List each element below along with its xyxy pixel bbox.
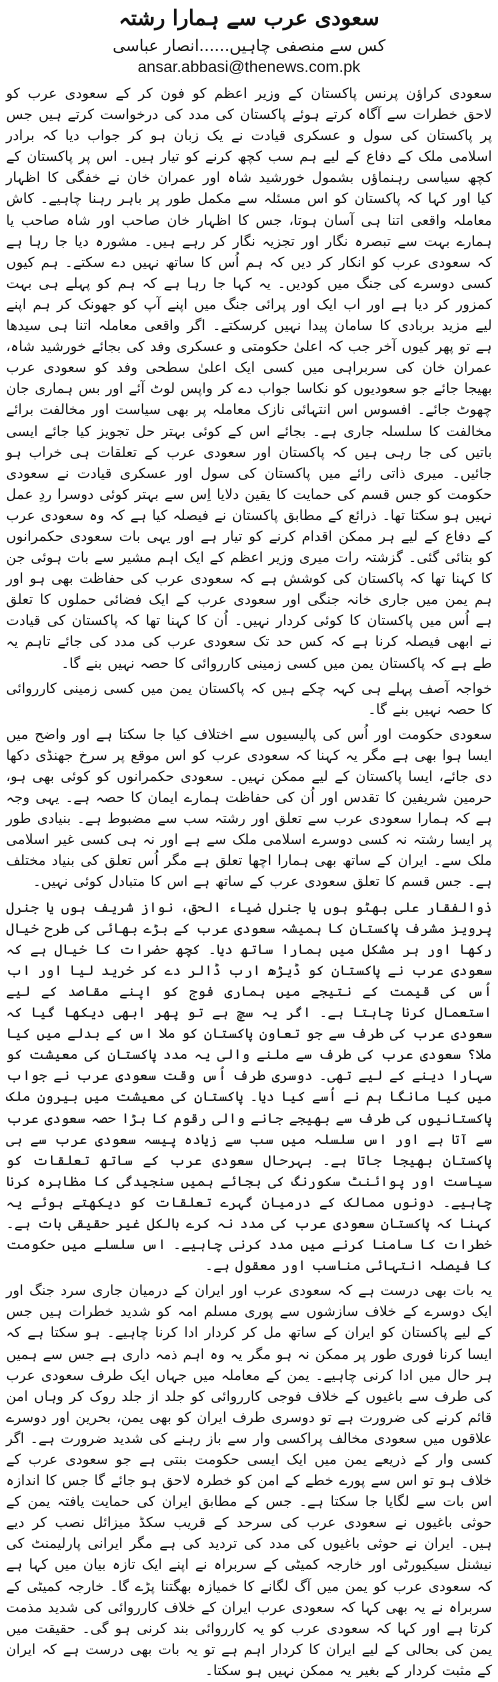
newspaper-column — [0, 4, 498, 1679]
article-paragraph: سعودی کراؤن پرنس پاکستان کے وزیر اعظم کو فون کر کے سعودی عرب کو لاحق خطرات سے آگاہ کرتے ہوئے پاکستان کی مدد کی درخواست کرتے ہیں جس پر پاکستان کی سول و عسکری قیادت نے یک زبان ہو کر جواب دیا کہ برادر اسلامی ملک کے دفاع کے لیے ہم سب کچھ کرنے کو تیار ہیں۔ اس پر پاکستان کے کچھ سیاسی رہنماؤں بشمول خورشید شاہ اور عمران خان نے خفگی کا اظہار کیا اور کہا کہ پاکستان کو اس مسئلہ سے مکمل طور پر باہر رہنا چاہیے۔ کاش معاملہ واقعی اتنا ہی آسان ہوتا، جس کا اظہار خان صاحب اور شاہ صاحب یا ہمارے بہت سے تبصرہ نگار اور تجزیہ نگار کر رہے ہیں۔ مشورہ دیا جا رہا ہے کہ سعودی عرب کو انکار کر دیں کہ ہم اُس کا ساتھ نہیں دے سکتے۔ ہم کیوں کسی دوسرے کی جنگ میں کودیں۔ یہ کہا جا رہا ہے کہ ہم کو پہلے ہی بہت کمزور کر دیا ہے اور اب ایک اور پرائی جنگ میں اپنے آپ کو جھونک کر ہم اپنے لیے مزید بربادی کا سامان پیدا نہیں کرسکتے۔ اگر واقعی معاملہ اتنا ہی سیدھا ہے تو پھر کیوں آخر جب کہ اعلیٰ حکومتی و عسکری وفد کی بجائے خورشید شاہ، عمران خان کی سربراہی میں کسی ایک اعلیٰ سطحی وفد کو سعودی عرب بھیجا جائے جو سعودیوں کو نکاسا جواب دے کر واپس لوٹ آئے اور بس ہماری جان چھوٹ جائے۔ افسوس اس انتہائی نازک معاملہ پر بھی سیاست اور مخالفت برائے مخالفت کا سلسلہ جاری ہے۔ بجائے اس کے کوئی بہتر حل تجویز کیا جائے ایسی باتیں کی جا رہی ہیں کہ پاکستان اور سعودی عرب کے تعلقات ہی خراب ہو جائیں۔ میری ذاتی رائے میں پاکستان کی سول اور عسکری قیادت نے سعودی حکومت کو جس قسم کی حمایت کا یقین دلایا اِس سے بہتر کوئی دوسرا ردِ عمل نہیں ہو سکتا تھا۔ ذرائع کے مطابق پاکستان نے فیصلہ کیا ہے کہ وہ سعودی عرب کے دفاع کے لیے ہر ممکن اقدام کرنے کو تیار ہے اور یہی بات سعودی حکمرانوں کو بتائی گئی۔ گزشتہ رات میری وزیر اعظم کے ایک اہم مشیر سے بات ہوئی جن کا کہنا تھا کہ پاکستان کی کوشش ہے کہ سعودی عرب کی حفاظت بھی ہو اور ہم یمن میں جاری خانہ جنگی اور سعودی عرب کے ایک فضائی حملوں کا تعلق ہے اُس میں پاکستان کا کوئی کردار نہیں۔ اُن کا کہنا تھا کہ پاکستان کی قیادت نے ابھی فیصلہ کرنا ہے کہ کس حد تک سعودی عرب کی مدد کی جائے تاہم یہ طے ہے کہ پاکستان یمن میں کسی زمینی کارروائی کا حصہ نہیں بنے گا۔ — [6, 86, 492, 672]
article-paragraph: یہ بات بھی درست ہے کہ سعودی عرب اور ایران کے درمیان جاری سرد جنگ اور ایک دوسرے کے خلاف سازشوں سے پوری مسلم امہ کو شدید خطرات ہیں جس کے لیے پاکستان کو ایران کے ساتھ مل کر کردار ادا کرنا چاہیے۔ ہو سکتا ہے کہ ایسا کرنا فوری طور پر ممکن نہ ہو مگر یہ وہ اہم ذمہ داری ہے جس سے ہمیں ہر حال میں ادا کرنی چاہیے۔ یمن کے معاملہ میں جہاں ایک طرف سعودی عرب کی طرف سے باغیوں کے خلاف فوجی کارروائی کو جلد از جلد روک کر وہاں امن قائم کرنے کی ضرورت ہے تو دوسری طرف ایران کو بھی یمن، بحرین اور دوسرے علاقوں میں سعودی مخالف پراکسی وار سے باز رہنے کی شدید ضرورت ہے۔ اگر کسی وار کے ذریعے یمن میں ایک ایسی حکومت بنتی ہے جو سعودی عرب کے خلاف ہو تو اس سے پورے خطے کے امن کو خطرہ لاحق ہو جائے گا جس کا اندازہ اس بات سے لگایا جا سکتا ہے۔ جس کے مطابق ایران کی حمایت یافتہ یمن کے حوثی باغیوں نے سعودی عرب کی سرحد کے قریب سکڈ میزائل نصب کر دیے ہیں۔ ایران نے حوثی باغیوں کی مدد کی تردید کی ہے مگر ایرانی پارلیمنٹ کی نیشنل سیکیورٹی اور خارجہ کمیٹی کے سربراہ نے اپنے ایک تازہ بیان میں کہا ہے کہ سعودی عرب کو یمن میں آگ لگانے کا خمیازہ بھگتنا پڑے گا۔ خارجہ کمیٹی کے سربراہ نے یہ بھی کہا کہ سعودی عرب ایران کے خلاف کارروائی کی شدید مذمت کرتا ہے اور کہا کہ سعودی عرب کو یہ کارروائی بند کرنی ہو گی۔ حقیقت میں یمن کی بحالی کے لیے ایران کا کردار اہم ہے تو یہ بات بھی درست ہے کہ ایران کے مثبت کردار کے بغیر یہ ممکن نہیں ہو سکتا۔ — [6, 1283, 493, 1679]
article-paragraph: ذوالفقار علی بھٹو ہوں یا جنرل ضیاء الحق، نواز شریف ہوں یا جنرل پرویز مشرف پاکستان کا ہمیشہ سعودی عرب کے بڑے بھائی کی طرح خیال رکھا اور ہر مشکل میں ہمارا ساتھ دیا۔ کچھ حضرات کا خیال ہے کہ سعودی عرب نے پاکستان کو ڈیڑھ ارب ڈالر دے کر خرید لیا اور اب اُس کی قیمت کے نتیجے میں ہماری فوج کو اپنے مقاصد کے لیے استعمال کرنا چاہتا ہے۔ اگر یہ سچ ہے تو پھر ابھی دیکھا گیا کہ سعودی عرب کی طرف سے جو تعاون پاکستان کو ملا اس کے بدلے میں کیا ملا؟ سعودی عرب کی طرف سے ملنے والی یہ مدد پاکستان کی معیشت کو سہارا دینے کے لیے تھی۔ دوسری طرف اُس وقت سعودی عرب نے جواب میں کیا مانگا ہم نے اُسے کیا دیا۔ پاکستان کی معیشت میں بیرون ملک پاکستانیوں کی طرف سے بھیجے جانے والی رقوم کا بڑا حصہ سعودی عرب سے آتا ہے اور اس سلسلہ میں سب سے زیادہ پیسہ سعودی عرب سے ہی پاکستان بھیجا جاتا ہے۔ بہرحال سعودی عرب کے ساتھ تعلقات کو سیاست اور پوائنٹ سکورنگ کی بجائے ہمیں سنجیدگی کا مظاہرہ کرنا چاہیے۔ دونوں ممالک کے درمیان گہرے تعلقات کو دیکھتے ہوئے یہ کہنا کہ پاکستان سعودی عرب کی مدد نہ کرے بالکل غیر حقیقی بات ہے۔ خطرات کا سامنا کرنے میں مدد کرنی چاہیے۔ اس سلسلے میں حکومت کا فیصلہ انتہائی مناسب اور معقول ہے۔ — [6, 899, 492, 1275]
article-byline: کس سے منصفی چاہیں......انصار عباسی — [112, 36, 386, 55]
article-title: سعودی عرب سے ہمارا رشتہ — [118, 5, 380, 30]
article-paragraph: سعودی حکومت اور اُس کی پالیسیوں سے اختلاف کیا جا سکتا ہے اور واضح میں ایسا ہوا بھی ہے مگر یہ کہنا کہ سعودی عرب کو اس موقع پر سرخ جھنڈی دکھا دی جائے، ایسا پاکستان کے لیے ممکن نہیں۔ سعودی حکمرانوں کو کوئی بھی ہو، حرمین شریفین کا تقدس اور اُن کی حفاظت ہمارے ایمان کا حصہ ہے۔ یہی وجہ ہے کہ ہمارا سعودی عرب سے تعلق اور رشتہ سب سے مضبوط ہے۔ بنیادی طور پر ایسا رشتہ نہ کسی دوسرے اسلامی ملک سے ہے اور نہ ہی کسی غیر اسلامی ملک سے۔ ایران کے ساتھ بھی ہمارا اچھا تعلق ہے مگر اُس تعلق کی بنیاد مختلف ہے۔ جس قسم کا تعلق سعودی عرب کے ساتھ ہے اس کا متبادل کوئی نہیں۔ — [6, 726, 492, 891]
author-email: ansar.abbasi@thenews.com.pk — [137, 59, 361, 76]
article-paragraph: خواجہ آصف پہلے ہی کہہ چکے ہیں کہ پاکستان یمن میں کسی زمینی کارروائی کا حصہ نہیں بنے گا۔ — [6, 680, 492, 718]
